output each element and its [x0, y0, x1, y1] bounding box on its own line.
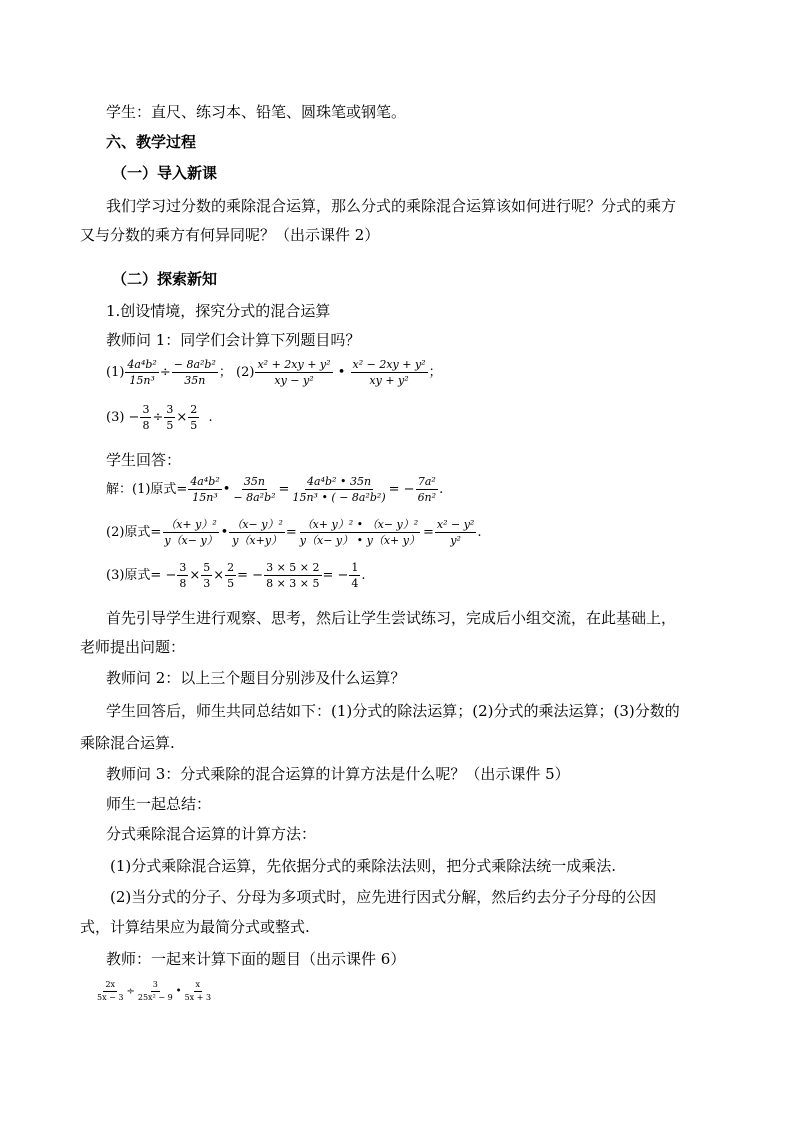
fraction: $\frac{\text{4a⁴b²}}{\text{15n³}}$ [190, 475, 220, 504]
method-step-1: (1)分式乘除混合运算，先依据分式的乘除法法则，把分式乘除法统一成乘法. [110, 857, 617, 875]
teacher-question-1: 教师问 1：同学们会计算下列题目吗？ [106, 331, 361, 349]
paragraph-line: 我们学习过分数的乘除混合运算，那么分式的乘除混合运算该如何进行呢？分式的乘方 [106, 197, 677, 215]
fraction: $\frac{\text{4a⁴b²}}{\text{15n³}}$ [127, 358, 157, 387]
solution-line-1: 解：(1)原式= $\frac{\text{4a⁴b²}}{\text{15n³}}$ • $\frac{35n}{\text{− 8a²b²}}$ = $\frac{\text{4a⁴b² • 35n}}{\text{15n³ • ( − 8a²b²)}}$ = − $\frac{\text{7a²}}{\text{6n²}}$ . [106, 475, 444, 504]
paragraph-line: 又与分数的乘方有何异同呢？（出示课件 2） [80, 226, 380, 244]
fraction: $\frac{2x}{5x - 3}$ [97, 980, 124, 1002]
fraction: $\frac{3}{\text{25x² − 9}}$ [137, 980, 173, 1002]
paragraph-line: 式，计算结果应为最简分式或整式. [80, 918, 310, 936]
paragraph-line: 乘除混合运算. [80, 734, 175, 752]
fraction: $\frac{x}{5x + 3}$ [184, 980, 212, 1002]
label: (2) [236, 365, 255, 380]
fraction: $\frac{\text{− 8a²b²}}{35n}$ [173, 358, 216, 387]
fraction: $\frac{3 \times 5 \times 2}{8 \times 3 \times 5}$ [266, 561, 320, 590]
fraction: $\frac{\text{7a²}}{\text{6n²}}$ [417, 475, 437, 504]
fraction: $\frac{3}{8}$ [142, 403, 150, 432]
method-step-2: (2)当分式的分子、分母为多项式时，应先进行因式分解，然后约去分子分母的公因 [110, 888, 657, 906]
materials-line: 学生：直尺、练习本、铅笔、圆珠笔或钢笔。 [106, 103, 407, 121]
teacher-question-2: 教师问 2：以上三个题目分别涉及什么运算？ [106, 669, 406, 687]
fraction: $\frac{35n}{\text{− 8a²b²}}$ [233, 475, 276, 504]
fraction: $\frac{\text{（x+ y）² • （x− y）²}}{y(x- y) • y(x+ y)}$ [299, 518, 420, 547]
exercise-expression: $\frac{2x}{5x - 3}$ ÷ $\frac{3}{\text{25x² − 9}}$ • $\frac{x}{5x + 3}$ [97, 980, 212, 1002]
paragraph-line: 分式乘除混合运算的计算方法： [106, 825, 317, 843]
section-heading-teaching-process: 六、教学过程 [106, 133, 197, 151]
paragraph-line: 学生回答后，师生共同总结如下：(1)分式的除法运算；(2)分式的乘法运算；(3)分数的 [106, 702, 680, 720]
student-answer-label: 学生回答： [106, 451, 182, 469]
subheading-explore: （二）探索新知 [112, 270, 218, 288]
subheading-introduction: （一）导入新课 [112, 164, 218, 182]
paragraph-line: 师生一起总结： [106, 795, 212, 813]
fraction: $\frac{\text{4a⁴b² • 35n}}{\text{15n³ • ( − 8a²b²)}}$ [292, 475, 386, 504]
solution-line-3: (3)原式= − $\frac{3}{8}$ × $\frac{5}{3}$ × $\frac{2}{5}$ = − $\frac{3 \times 5 \times 2}{8 \times 3 \times 5}$ = − $\frac{1}{4}$ . [106, 561, 366, 590]
fraction: $\frac{\text{（x+ y）²}}{y(x- y)}$ [164, 518, 218, 547]
fraction: $\frac{\text{x² − 2xy + y²}}{\text{xy + y²}}$ [352, 358, 426, 387]
fraction: $\frac{\text{x² + 2xy + y²}}{\text{xy − y²}}$ [257, 358, 331, 387]
teacher-exercise-line: 教师：一起来计算下面的题目（出示课件 6） [106, 950, 406, 968]
solution-line-2: (2)原式= $\frac{\text{（x+ y）²}}{y(x- y)}$ • $\frac{\text{（x− y）²}}{y(x+y)}$ = $\frac{\text{（x+ y）² • （x− y）²}}{y(x- y) • y(x+ y)}$ = $\frac{\text{x² − y²}}{\text{y²}}$ . [106, 518, 482, 547]
fraction: $\frac{5}{3}$ [203, 561, 211, 590]
question-line-3: (3) − $\frac{3}{8}$ ÷ $\frac{3}{5}$ × $\frac{2}{5}$ . [106, 403, 213, 432]
fraction: $\frac{1}{4}$ [351, 561, 359, 590]
paragraph-line: 1.创设情境，探究分式的混合运算 [106, 302, 331, 320]
question-line-1-2: (1) $\frac{\text{4a⁴b²}}{\text{15n³}}$ ÷ $\frac{\text{− 8a²b²}}{35n}$ ； (2) $\frac{\text{x² + 2xy + y²}}{\text{xy − y²}}$ • $\frac{\text{x² − 2xy + y²}}{\text{xy + y²}}$ ； [106, 358, 442, 387]
paragraph-line: 老师提出问题： [80, 638, 186, 656]
fraction: $\frac{\text{x² − y²}}{\text{y²}}$ [436, 518, 475, 547]
paragraph-line: 首先引导学生进行观察、思考，然后让学生尝试练习，完成后小组交流，在此基础上， [106, 609, 677, 627]
fraction: $\frac{3}{5}$ [166, 403, 174, 432]
label: (1) [106, 365, 125, 380]
fraction: $\frac{3}{8}$ [179, 561, 187, 590]
fraction: $\frac{2}{5}$ [190, 403, 198, 432]
fraction: $\frac{\text{（x− y）²}}{y(x+y)}$ [231, 518, 283, 547]
fraction: $\frac{2}{5}$ [227, 561, 235, 590]
teacher-question-3: 教师问 3：分式乘除的混合运算的计算方法是什么呢？（出示课件 5） [106, 765, 570, 783]
